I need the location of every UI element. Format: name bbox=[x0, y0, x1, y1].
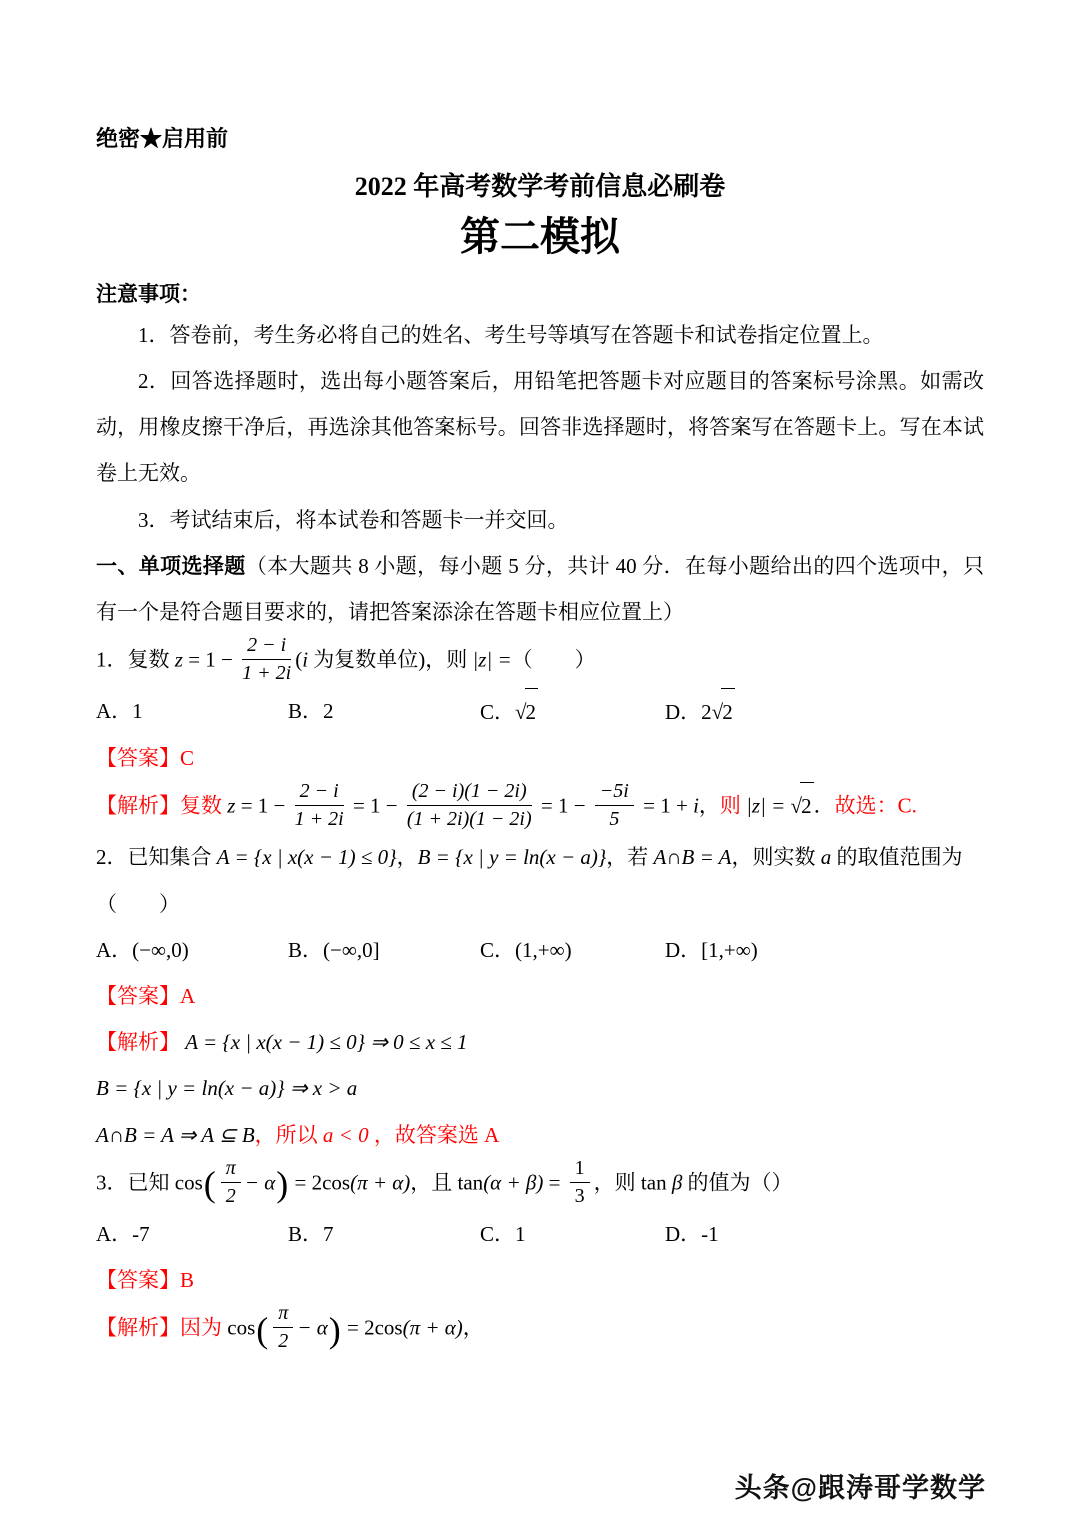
notice-item-3: 3．考试结束后，将本试卷和答题卡一并交回。 bbox=[138, 507, 569, 532]
sqrt-sign: √ bbox=[515, 700, 527, 725]
fraction-numerator: π bbox=[273, 1301, 293, 1328]
text-run: 【答案】C bbox=[96, 746, 195, 771]
text-run: C．(1,+∞) bbox=[480, 937, 572, 962]
text-run: A．-7 bbox=[96, 1221, 150, 1246]
text-run: ，故答案选 A bbox=[368, 1122, 500, 1147]
text-run: ， bbox=[462, 1315, 484, 1340]
text-run: D．-1 bbox=[665, 1221, 719, 1246]
text-run: 3．已知 bbox=[96, 1170, 175, 1195]
text-run: a < 0 bbox=[322, 1122, 369, 1147]
watermark: 头条@跟涛哥学数学 bbox=[734, 1473, 986, 1503]
text-run: (π + α) bbox=[350, 1170, 411, 1195]
radicand: 2 bbox=[800, 782, 814, 829]
text-run: 2．已知集合 bbox=[96, 845, 217, 870]
text-run: = 1 − bbox=[235, 793, 291, 818]
text-run: 【解析】 bbox=[96, 793, 180, 818]
sqrt-radical bbox=[515, 688, 538, 735]
section-heading-desc: （本大题共 8 小题，每小题 5 分，共计 40 分．在每小题给出的四个选项中，只有一个是符合题目要求的，请把答案添涂在答题卡相应位置上） bbox=[96, 553, 984, 624]
q1-answer bbox=[96, 735, 984, 781]
doc-subtitle: 第二模拟 bbox=[460, 214, 620, 260]
q2-analysis-line-3 bbox=[96, 1112, 984, 1158]
text-run: 【答案】A bbox=[96, 984, 196, 1009]
text-run: D．2 bbox=[665, 700, 712, 725]
doc-title: 2022 年高考数学考前信息必刷卷 bbox=[354, 172, 726, 202]
q2-option-c bbox=[480, 927, 665, 973]
text-run: 为复数单位)，则 bbox=[308, 647, 473, 672]
text-run: (α + β) bbox=[483, 1170, 544, 1195]
text-run: ， bbox=[396, 845, 418, 870]
text-run: z bbox=[227, 793, 236, 818]
text-run: C． bbox=[480, 700, 516, 725]
text-run: 因为 bbox=[180, 1315, 228, 1340]
fraction bbox=[242, 633, 291, 686]
text-run: B = {x | y = ln(x − a)} ⇒ x > a bbox=[96, 1076, 358, 1101]
text-run: 【解析】 bbox=[96, 1315, 180, 1340]
fraction-denominator: 2 bbox=[225, 1184, 236, 1207]
text-run: B．(−∞,0] bbox=[288, 937, 380, 962]
fraction-denominator: 1 + 2i bbox=[294, 808, 344, 831]
text-run: tan bbox=[640, 1170, 667, 1195]
q1-option-d bbox=[665, 688, 735, 735]
fraction bbox=[273, 1301, 293, 1354]
q1-option-a bbox=[96, 688, 288, 735]
text-run: |z| = bbox=[472, 647, 512, 672]
fraction bbox=[570, 1156, 590, 1209]
section-heading bbox=[96, 543, 984, 635]
text-run: i bbox=[693, 793, 699, 818]
text-run: tan bbox=[457, 1170, 484, 1195]
text-run: 1．复数 bbox=[96, 647, 175, 672]
fraction-denominator: 1 + 2i bbox=[242, 662, 292, 685]
text-run: A = {x | x(x − 1) ≤ 0} bbox=[216, 845, 397, 870]
text-run: i bbox=[302, 647, 309, 672]
q1-option-b bbox=[288, 688, 480, 735]
text-run: 故选：C. bbox=[834, 793, 917, 818]
text-run: ，且 bbox=[410, 1170, 458, 1195]
text-run: = 1 + bbox=[637, 793, 694, 818]
text-run: A．1 bbox=[96, 699, 143, 724]
text-run: − α bbox=[297, 1315, 328, 1340]
q3-option-d bbox=[665, 1211, 719, 1257]
fraction-denominator: 3 bbox=[574, 1184, 585, 1207]
text-run: B = {x | y = ln(x − a)} bbox=[417, 845, 607, 870]
text-run: ，则 bbox=[593, 1170, 641, 1195]
text-run: B．2 bbox=[288, 699, 334, 724]
text-run: C．1 bbox=[480, 1221, 526, 1246]
q2-option-b bbox=[288, 927, 480, 973]
text-run: 【解析】 bbox=[96, 1030, 180, 1055]
q2-analysis-line-1 bbox=[96, 1019, 984, 1065]
sqrt-radical bbox=[712, 688, 735, 735]
fraction-numerator: 1 bbox=[570, 1156, 590, 1183]
fraction-denominator: 2 bbox=[278, 1330, 289, 1353]
fraction-numerator: −5i bbox=[595, 779, 634, 806]
q2-option-d bbox=[665, 927, 758, 973]
text-run: A∩B = A ⇒ A ⊆ B bbox=[96, 1122, 255, 1147]
q1-option-c bbox=[480, 688, 665, 735]
fraction bbox=[221, 1156, 241, 1209]
security-label: 绝密★启用前 bbox=[96, 126, 229, 151]
q2-answer bbox=[96, 973, 984, 1019]
q3-answer bbox=[96, 1257, 984, 1303]
text-run: cos bbox=[227, 1315, 256, 1340]
q1-options bbox=[96, 688, 984, 735]
text-run: ，则实数 bbox=[731, 845, 821, 870]
text-run: β bbox=[666, 1170, 683, 1195]
sqrt-sign: √ bbox=[711, 700, 724, 725]
text-run: ，所以 bbox=[254, 1122, 323, 1147]
q3-option-a bbox=[96, 1211, 288, 1257]
text-run: |z| = bbox=[740, 793, 791, 818]
sqrt-radical bbox=[791, 782, 814, 829]
text-run: − α bbox=[244, 1170, 276, 1195]
radicand: 2 bbox=[721, 688, 735, 735]
q2-options bbox=[96, 927, 984, 973]
fraction-numerator: 2 − i bbox=[295, 779, 344, 806]
q2-analysis-line-2 bbox=[96, 1065, 984, 1111]
text-run: ． bbox=[813, 793, 835, 818]
text-run: = 1 − bbox=[182, 647, 239, 672]
text-run: a bbox=[820, 845, 832, 870]
q3-option-c bbox=[480, 1211, 665, 1257]
text-run: = 1 − bbox=[347, 793, 403, 818]
text-run: D．[1,+∞) bbox=[665, 937, 758, 962]
text-run: 的值为（） bbox=[682, 1170, 793, 1195]
text-run: = 1 − bbox=[535, 793, 591, 818]
fraction bbox=[407, 779, 532, 832]
text-run: ，若 bbox=[606, 845, 654, 870]
q3-option-b bbox=[288, 1211, 480, 1257]
text-run: = 2cos bbox=[289, 1170, 351, 1195]
sqrt-sign: √ bbox=[790, 793, 803, 818]
fraction-numerator: 2 − i bbox=[242, 633, 291, 660]
notice-item-1: 1．答卷前，考生务必将自己的姓名、考生号等填写在答题卡和试卷指定位置上。 bbox=[138, 322, 884, 347]
q2-option-a bbox=[96, 927, 288, 973]
notice-item-2: 2．回答选择题时，选出每小题答案后，用铅笔把答题卡对应题目的答案标号涂黑。如需改动，用橡皮擦干净后，再选涂其他答案标号。回答非选择题时，将答案写在答题卡上。写在本试卷上无效。 bbox=[96, 368, 984, 486]
fraction bbox=[595, 779, 634, 832]
text-run: cos bbox=[174, 1170, 203, 1195]
text-run: B．7 bbox=[288, 1221, 334, 1246]
section-heading-title: 一、单项选择题 bbox=[96, 553, 246, 578]
q1-analysis bbox=[96, 781, 984, 834]
text-run: A．(−∞,0) bbox=[96, 937, 189, 962]
text-run: A∩B = A bbox=[653, 845, 732, 870]
text-run: A = {x | x(x − 1) ≤ 0} ⇒ 0 ≤ x ≤ 1 bbox=[185, 1030, 468, 1055]
fraction-denominator: 5 bbox=[609, 808, 620, 831]
text-run: 则 bbox=[719, 793, 741, 818]
text-run: z bbox=[174, 647, 183, 672]
text-run: 复数 bbox=[180, 793, 228, 818]
radicand: 2 bbox=[525, 688, 539, 735]
text-run: ( bbox=[295, 647, 303, 672]
q3-analysis: 【解析】因为 cos( $\frac{\pi}{2}$ − α) = 2cos(π + α)， bbox=[96, 1302, 484, 1353]
text-run: 的取值范围为（ ） bbox=[96, 845, 963, 916]
notice-heading: 注意事项： bbox=[96, 282, 201, 307]
q1-stem bbox=[96, 635, 984, 688]
text-run: = bbox=[543, 1170, 566, 1195]
text-run: ， bbox=[698, 793, 720, 818]
text-run: （ ） bbox=[511, 647, 596, 672]
fraction-numerator: π bbox=[221, 1156, 241, 1183]
text-run: = 2cos bbox=[341, 1315, 403, 1340]
fraction-numerator: (2 − i)(1 − 2i) bbox=[407, 779, 532, 806]
q3-options bbox=[96, 1211, 984, 1257]
fraction bbox=[295, 779, 344, 832]
text-run: 【答案】B bbox=[96, 1267, 195, 1292]
q2-stem bbox=[96, 834, 984, 926]
fraction-denominator: (1 + 2i)(1 − 2i) bbox=[406, 808, 532, 831]
text-run: (π + α) bbox=[402, 1315, 463, 1340]
q3-stem: 3．已知 cos( $\frac{\pi}{2}$ − α) = 2cos(π + α)，且 tan(α + β) = $\frac{1}{3}$ ，则 tan β 的值为（） bbox=[96, 1156, 793, 1207]
